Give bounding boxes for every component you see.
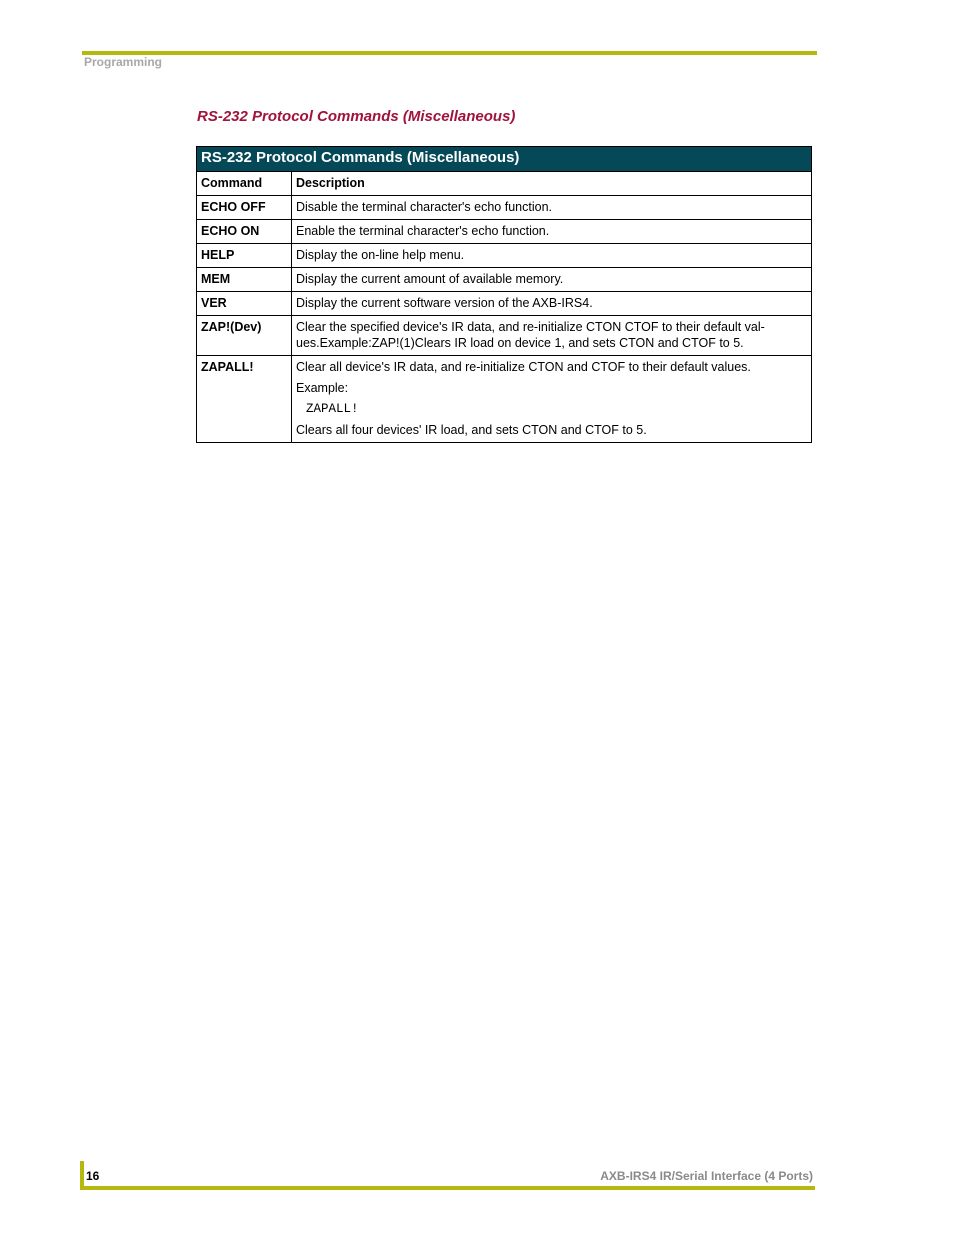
- description-cell: Display the on-line help menu.: [292, 244, 812, 268]
- column-header-command: Command: [197, 172, 292, 196]
- command-cell: ZAP!(Dev): [197, 316, 292, 356]
- command-cell: ZAPALL!: [197, 356, 292, 443]
- description-cell: Disable the terminal character's echo function.: [292, 196, 812, 220]
- description-cell: Display the current amount of available memory.: [292, 268, 812, 292]
- running-head: Programming: [84, 55, 163, 69]
- document-title: AXB-IRS4 IR/Serial Interface (4 Ports): [600, 1169, 813, 1183]
- example-note: Clears all four devices' IR load, and sets CTON and CTOF to 5.: [296, 423, 647, 437]
- table-row: [197, 268, 812, 292]
- description-text: Clear all device's IR data, and re-initialize CTON and CTOF to their default values.: [296, 360, 751, 374]
- table-row: [197, 356, 812, 443]
- command-cell: ECHO ON: [197, 220, 292, 244]
- footer-rule-vertical: [80, 1161, 84, 1189]
- commands-table: [196, 146, 812, 443]
- command-cell: ECHO OFF: [197, 196, 292, 220]
- column-header-description: Description: [292, 172, 812, 196]
- command-cell: VER: [197, 292, 292, 316]
- command-cell: MEM: [197, 268, 292, 292]
- page-number: 16: [86, 1169, 100, 1183]
- table-header-row: [197, 172, 812, 196]
- example-label: Example:: [296, 381, 349, 395]
- description-cell: Clear the specified device's IR data, and re-initialize CTON CTOF to their default val-ues.Example:ZAP!(1)Clears IR load on device 1, and sets CTON and CTOF to 5.: [292, 316, 812, 356]
- description-cell: [292, 356, 812, 443]
- table-row: [197, 244, 812, 268]
- header-rule: [82, 51, 817, 55]
- section-title: RS-232 Protocol Commands (Miscellaneous): [197, 108, 516, 125]
- table-row: [197, 316, 812, 356]
- table-row: [197, 220, 812, 244]
- table-row: [197, 292, 812, 316]
- example-code: ZAPALL!: [306, 402, 359, 416]
- description-cell: Display the current software version of the AXB-IRS4.: [292, 292, 812, 316]
- command-cell: HELP: [197, 244, 292, 268]
- description-cell: Enable the terminal character's echo function.: [292, 220, 812, 244]
- footer-rule: [80, 1186, 815, 1190]
- table-row: [197, 196, 812, 220]
- table-caption: RS-232 Protocol Commands (Miscellaneous): [197, 147, 812, 172]
